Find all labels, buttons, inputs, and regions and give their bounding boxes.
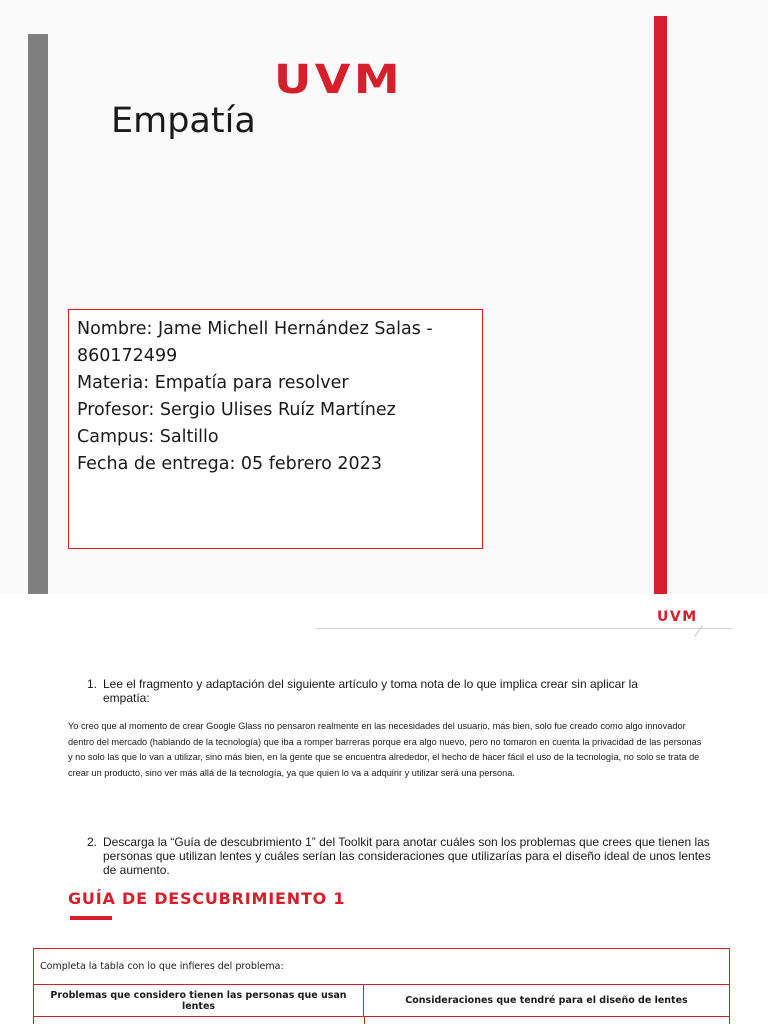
cover-gray-side-bar [28, 34, 48, 594]
table-column-divider [364, 1017, 365, 1024]
info-id: 860172499 [77, 346, 178, 366]
info-campus: Campus: Saltillo [77, 427, 219, 447]
guide-heading: GUÍA DE DESCUBRIMIENTO 1 [68, 889, 346, 908]
content-page [0, 594, 768, 1024]
header-rule-accent [694, 625, 703, 637]
header-rule [316, 628, 732, 629]
table-instruction: Completa la tabla con lo que infieres del problema: [34, 949, 729, 985]
answer-paragraph: Yo creo que al momento de crear Google Glass no pensaron realmente en las necesidades del usuario, más bien, solo fue creado como algo innovador dentro del mercado (hablando de la tecnología) que iba a romper barreras porque era algo nuevo, pero no tomaron en cuenta la privacidad de las personas y no solo las que lo van a utilizar, sino más bien, en la gente que se encuentra alrededor, el hecho de hacer fácil el uso de la tecnología, no solo se trata de crear un producto, sino ver más allá de la tecnología, ya que quien lo va a adquirir y utilizar será una persona. [68, 721, 702, 778]
table-header-row [34, 985, 729, 1017]
info-professor: Profesor: Sergio Ulises Ruíz Martínez [77, 400, 396, 420]
table-header-considerations: Consideraciones que tendré para el diseño de lentes [405, 995, 688, 1006]
list-item-number: 2. [87, 835, 98, 849]
info-due-date: Fecha de entrega: 05 febrero 2023 [77, 454, 382, 474]
guide-heading-underline [70, 916, 112, 920]
page-title: Empatía [111, 101, 256, 141]
list-item-text: Lee el fragmento y adaptación del siguiente artículo y toma nota de lo que implica crear sin aplicar la empatía: [103, 677, 638, 705]
cover-red-side-bar [654, 16, 667, 594]
uvm-header-logo: UVM [657, 609, 698, 625]
list-item-number: 1. [87, 677, 98, 691]
list-item-text: Descarga la “Guía de descubrimiento 1” del Toolkit para anotar cuáles son los problemas que crees que tienen las personas que utilizan lentes y cuáles serían las consideraciones que utilizarías para el diseño ideal de unos lentes de aumento. [103, 835, 711, 877]
student-info-box [68, 309, 483, 549]
info-name: Nombre: Jame Michell Hernández Salas - [77, 319, 433, 339]
table-header-problems: Problemas que considero tienen las personas que usan lentes [34, 985, 364, 1016]
info-subject: Materia: Empatía para resolver [77, 373, 349, 393]
discovery-guide-table [33, 948, 730, 1024]
uvm-logo: UVM [274, 57, 404, 103]
